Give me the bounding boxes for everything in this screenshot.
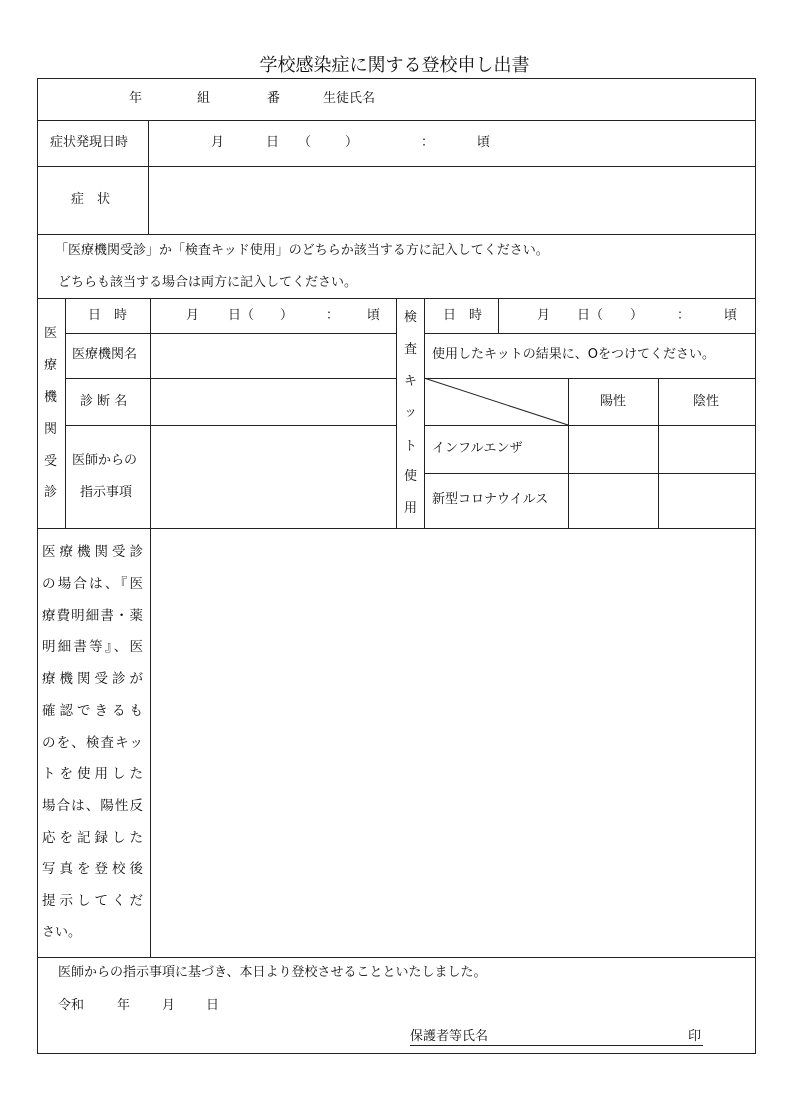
footer-month: 月 xyxy=(162,998,176,1013)
form-title: 学校感染症に関する登校申し出書 xyxy=(259,55,530,76)
seal-label: 印 xyxy=(687,1029,701,1044)
kit-day: 日（ xyxy=(577,308,604,323)
class-label: 組 xyxy=(197,91,211,106)
negative-header: 陰性 xyxy=(693,394,720,409)
footer-year: 年 xyxy=(117,998,131,1013)
footer-statement: 医師からの指示事項に基づき、本日より登校させることといたしました。 xyxy=(58,965,487,980)
guardian-signature-field[interactable] xyxy=(410,1029,703,1046)
influenza-positive-cell[interactable] xyxy=(569,426,657,472)
kit-approx: 頃 xyxy=(724,308,738,323)
medical-paren-close: ） xyxy=(280,308,294,323)
onset-month: 月 xyxy=(211,135,225,150)
instruction-line-1: 「医療機関受診」か「検査キッド使用」のどちらか該当する方に記入してください。 xyxy=(55,243,549,258)
medical-datetime-label: 日 時 xyxy=(88,308,128,323)
covid-negative-cell[interactable] xyxy=(659,474,754,527)
onset-paren-open: （ xyxy=(298,135,312,150)
influenza-negative-cell[interactable] xyxy=(659,426,754,472)
medical-approx: 頃 xyxy=(367,308,381,323)
symptoms-field[interactable] xyxy=(150,168,754,233)
era-label: 令和 xyxy=(58,998,85,1013)
institution-label: 医療機関名 xyxy=(72,347,138,362)
medical-day: 日（ xyxy=(228,308,255,323)
kit-paren-close: ） xyxy=(630,308,644,323)
onset-day: 日 xyxy=(266,135,280,150)
kit-colon: ： xyxy=(677,308,691,323)
onset-colon: ： xyxy=(421,135,435,150)
number-label: 番 xyxy=(267,91,281,106)
guardian-name-label: 保護者等氏名 xyxy=(410,1029,489,1044)
onset-label: 症状発現日時 xyxy=(50,135,129,150)
kit-instruction: 使用したキットの結果に、Oをつけてください。 xyxy=(432,347,715,362)
doctor-instructions-field[interactable] xyxy=(151,426,395,527)
medical-month: 月 xyxy=(186,308,200,323)
kit-datetime-label: 日 時 xyxy=(443,308,483,323)
kit-row-covid: 新型コロナウイルス xyxy=(432,492,549,507)
year-label: 年 xyxy=(129,91,143,106)
symptoms-label: 症 状 xyxy=(71,192,111,207)
positive-header: 陽性 xyxy=(600,394,627,409)
diagnosis-field[interactable] xyxy=(151,379,395,424)
institution-field[interactable] xyxy=(151,334,395,377)
doctor-instructions-label-2: 指示事項 xyxy=(80,485,133,500)
footer-day: 日 xyxy=(206,998,220,1013)
covid-positive-cell[interactable] xyxy=(569,474,657,527)
doctor-instructions-label-1: 医師からの xyxy=(72,453,138,468)
attachment-area[interactable] xyxy=(151,529,754,956)
instruction-line-2: どちらも該当する場合は両方に記入してください。 xyxy=(58,275,358,290)
medical-colon: ： xyxy=(326,308,340,323)
diagnosis-label: 診 断 名 xyxy=(80,394,128,409)
kit-month: 月 xyxy=(537,308,551,323)
onset-paren-close: ） xyxy=(345,135,359,150)
kit-row-influenza: インフルエンザ xyxy=(432,441,523,456)
student-name-field[interactable] xyxy=(385,80,753,118)
student-name-label: 生徒氏名 xyxy=(323,91,376,106)
onset-approx: 頃 xyxy=(477,135,491,150)
